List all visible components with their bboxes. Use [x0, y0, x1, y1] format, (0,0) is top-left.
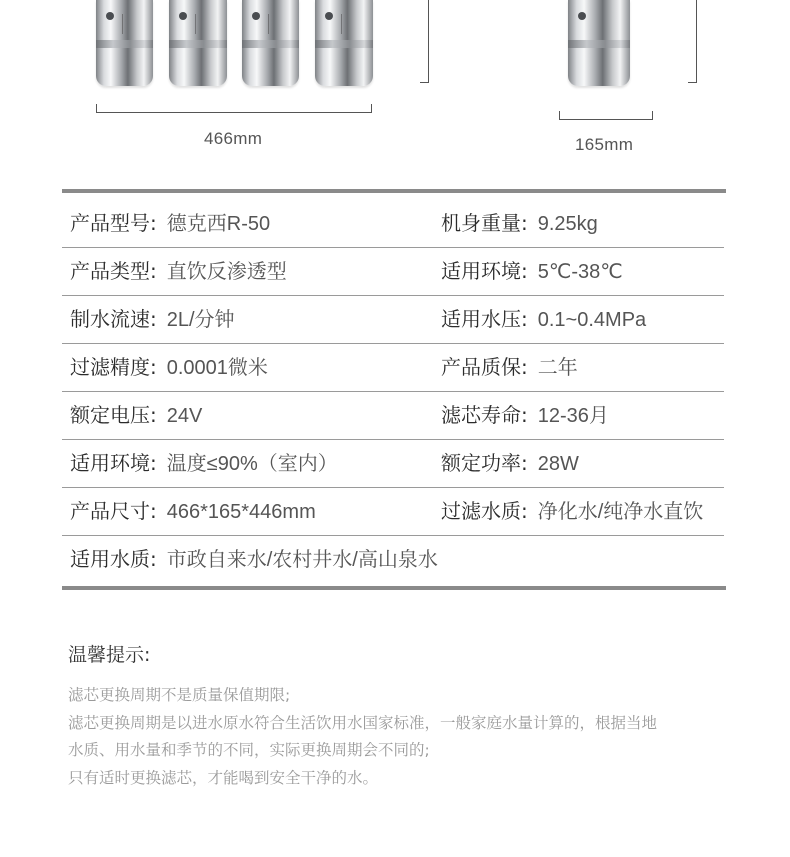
side-height-line	[688, 0, 697, 83]
spec-value: 直饮反渗透型	[166, 261, 287, 283]
spec-value: 德克西R-50	[166, 213, 271, 235]
spec-label: 过滤精度:	[70, 355, 157, 379]
spec-value: 二年	[537, 357, 578, 379]
spec-value: 9.25kg	[537, 213, 598, 235]
filter-cartridge-2	[169, 0, 227, 86]
tip-line: 只有适时更换滤芯，才能喝到安全干净的水。	[68, 768, 379, 787]
spec-table-bottom-rule	[62, 586, 726, 590]
spec-row	[62, 343, 724, 392]
filter-cartridge-4	[315, 0, 373, 86]
spec-label: 制水流速:	[70, 307, 157, 331]
spec-value: 0.1~0.4MPa	[537, 309, 647, 331]
spec-label: 适用环境:	[441, 259, 528, 283]
spec-label: 产品类型:	[70, 259, 157, 283]
spec-label: 额定电压:	[70, 403, 157, 427]
spec-row	[62, 391, 724, 440]
spec-label: 额定功率:	[441, 451, 528, 475]
spec-row	[62, 487, 724, 536]
tip-line: 滤芯更换周期不是质量保值期限;	[68, 686, 291, 704]
height-dimension-line	[420, 0, 429, 83]
depth-dimension-bracket	[559, 111, 653, 120]
spec-label: 适用环境:	[70, 451, 157, 475]
spec-label: 产品质保:	[441, 355, 528, 379]
filter-cartridge-3	[242, 0, 299, 86]
spec-value: 466*165*446mm	[166, 501, 316, 523]
spec-label: 产品型号:	[70, 211, 157, 235]
side-cartridge	[568, 0, 630, 86]
filter-cartridge-1	[96, 0, 153, 86]
spec-value: 24V	[166, 405, 203, 427]
spec-value: 净化水/纯净水直饮	[537, 501, 704, 523]
tip-line: 滤芯更换周期是以进水原水符合生活饮用水国家标准，一般家庭水量计算的，根据当地	[68, 713, 658, 732]
spec-row	[62, 247, 724, 296]
tip-line: 水质、用水量和季节的不同，实际更换周期会不同的;	[68, 741, 430, 759]
spec-label: 过滤水质:	[441, 499, 528, 523]
spec-label: 滤芯寿命:	[441, 403, 528, 427]
spec-table-top-rule	[62, 189, 726, 193]
spec-value: 5℃-38℃	[537, 261, 623, 283]
spec-value: 市政自来水/农村井水/高山泉水	[166, 549, 438, 571]
spec-row	[62, 295, 724, 344]
tips-list	[68, 682, 738, 792]
spec-label: 产品尺寸:	[70, 499, 157, 523]
spec-row	[62, 439, 724, 488]
spec-value: 28W	[537, 453, 579, 475]
width-dimension-bracket	[96, 104, 372, 113]
spec-value: 12-36月	[537, 405, 609, 427]
spec-label: 机身重量:	[441, 211, 528, 235]
spec-value: 0.0001微米	[166, 357, 268, 379]
spec-row	[62, 199, 724, 248]
spec-label: 适用水质:	[70, 547, 157, 571]
spec-label: 适用水压:	[441, 307, 528, 331]
spec-value: 温度≤90%（室内）	[166, 453, 338, 475]
spec-value: 2L/分钟	[166, 309, 235, 331]
width-dimension-label: 466mm	[204, 129, 263, 148]
depth-dimension-label: 165mm	[575, 135, 634, 154]
tips-title: 温馨提示:	[68, 644, 151, 666]
spec-row	[62, 535, 724, 583]
